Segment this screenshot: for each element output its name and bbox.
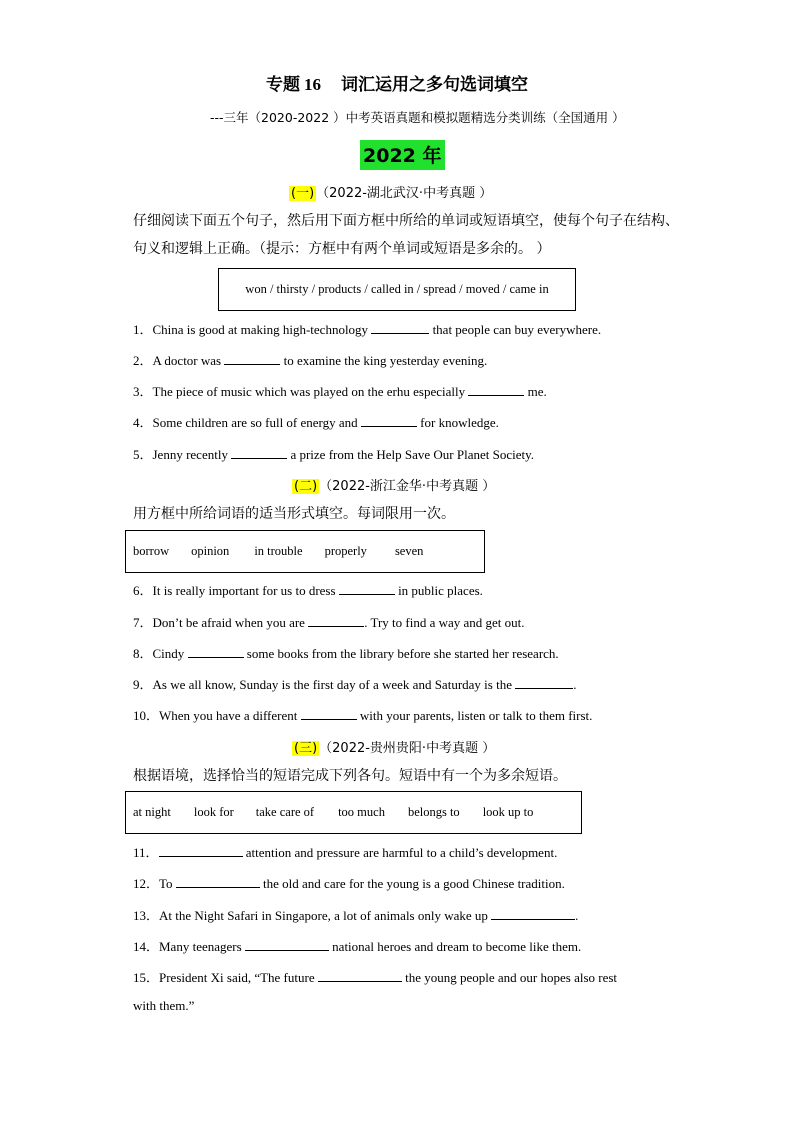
answer-blank-15[interactable]: [318, 969, 402, 982]
word-box-1: [218, 268, 576, 311]
page-subtitle: ---三年（2020-2022 ）中考英语真题和模拟题精选分类训练（全国通用 ）: [210, 110, 625, 125]
section-2-marker: (二): [294, 479, 318, 494]
question-8: 8．Cindy some books from the library before she started her research.: [133, 646, 559, 661]
question-11: 11． attention and pressure are harmful to a child’s development.: [133, 845, 558, 860]
word-box-3: [125, 791, 582, 834]
question-7: 7．Don’t be afraid when you are . Try to find a way and get out.: [133, 615, 525, 630]
answer-blank-8[interactable]: [188, 645, 244, 658]
word-box-2-item: seven: [394, 544, 424, 558]
question-10: 10．When you have a different with your parents, listen or talk to them first.: [133, 708, 593, 723]
question-12: 12．To the old and care for the young is a good Chinese tradition.: [133, 876, 565, 891]
question-3: 3．The piece of music which was played on the erhu especially me.: [133, 384, 547, 399]
section-3-instruction: 根据语境，选择恰当的短语完成下列各句。短语中有一个为多余短语。: [133, 768, 567, 784]
question-15-continuation: with them.”: [133, 998, 195, 1013]
answer-blank-1[interactable]: [371, 321, 429, 334]
answer-blank-12[interactable]: [176, 875, 260, 888]
word-box-2-item: properly: [324, 544, 367, 558]
section-3-source: （2022-贵州贵阳·中考真题 ）: [319, 741, 496, 756]
question-9: 9．As we all know, Sunday is the first day of a week and Saturday is the .: [133, 677, 577, 692]
word-box-3-item: look up to: [482, 805, 534, 819]
title-number: 16: [304, 75, 321, 94]
answer-blank-9[interactable]: [515, 676, 573, 689]
question-14: 14．Many teenagers national heroes and dream to become like them.: [133, 939, 582, 954]
answer-blank-4[interactable]: [361, 414, 417, 427]
title-main: 词汇运用之多句选词填空: [341, 75, 528, 95]
word-box-3-item: take care of: [255, 805, 315, 819]
question-4: 4．Some children are so full of energy and for knowledge.: [133, 415, 499, 430]
section-2-source: （2022-浙江金华·中考真题 ）: [319, 479, 496, 494]
answer-blank-13[interactable]: [491, 907, 575, 920]
answer-blank-14[interactable]: [245, 938, 329, 951]
word-box-3-item: at night: [133, 805, 171, 819]
question-13: 13．At the Night Safari in Singapore, a lot of animals only wake up .: [133, 908, 579, 923]
word-box-3-item: look for: [193, 805, 234, 819]
word-box-2: [125, 530, 485, 573]
answer-blank-6[interactable]: [339, 582, 395, 595]
section-1-heading: [289, 182, 492, 201]
answer-blank-10[interactable]: [301, 707, 357, 720]
word-box-2-item: opinion: [191, 544, 230, 558]
answer-blank-11[interactable]: [159, 844, 243, 857]
section-2-heading: [292, 475, 495, 494]
word-box-3-item: belongs to: [407, 805, 460, 819]
question-5: 5．Jenny recently a prize from the Help Save Our Planet Society.: [133, 447, 535, 462]
section-1-marker: (一): [291, 186, 315, 201]
section-2-instruction: 用方框中所给词语的适当形式填空。每词限用一次。: [133, 506, 455, 522]
word-box-2-item: borrow: [133, 544, 170, 558]
section-3-marker: (三): [294, 741, 318, 756]
word-box-2-item: in trouble: [254, 544, 303, 558]
question-1: 1．China is good at making high-technology that people can buy everywhere.: [133, 322, 602, 337]
answer-blank-7[interactable]: [308, 614, 364, 627]
section-1-instruction: 仔细阅读下面五个句子，然后用下面方框中所给的单词或短语填空，使每个句子在结构、 句义和逻辑上正确。（提示：方框中有两个单词或短语是多余的。 ）: [133, 213, 679, 257]
section-1-source: （2022-湖北武汉·中考真题 ）: [316, 186, 493, 201]
year-label: 2022 年: [360, 140, 445, 170]
question-15: 15．President Xi said, “The future the young people and our hopes also rest: [133, 970, 618, 985]
word-box-1-text: won / thirsty / products / called in / spread / moved / came in: [245, 282, 549, 296]
word-box-3-item: too much: [338, 805, 385, 819]
page-title: [0, 70, 794, 95]
answer-blank-2[interactable]: [224, 352, 280, 365]
section-3-heading: [292, 737, 495, 756]
title-prefix: 专题: [266, 75, 300, 95]
answer-blank-5[interactable]: [231, 446, 287, 459]
question-2: 2．A doctor was to examine the king yesterday evening.: [133, 353, 488, 368]
answer-blank-3[interactable]: [468, 383, 524, 396]
question-6: 6．It is really important for us to dress in public places.: [133, 583, 483, 598]
